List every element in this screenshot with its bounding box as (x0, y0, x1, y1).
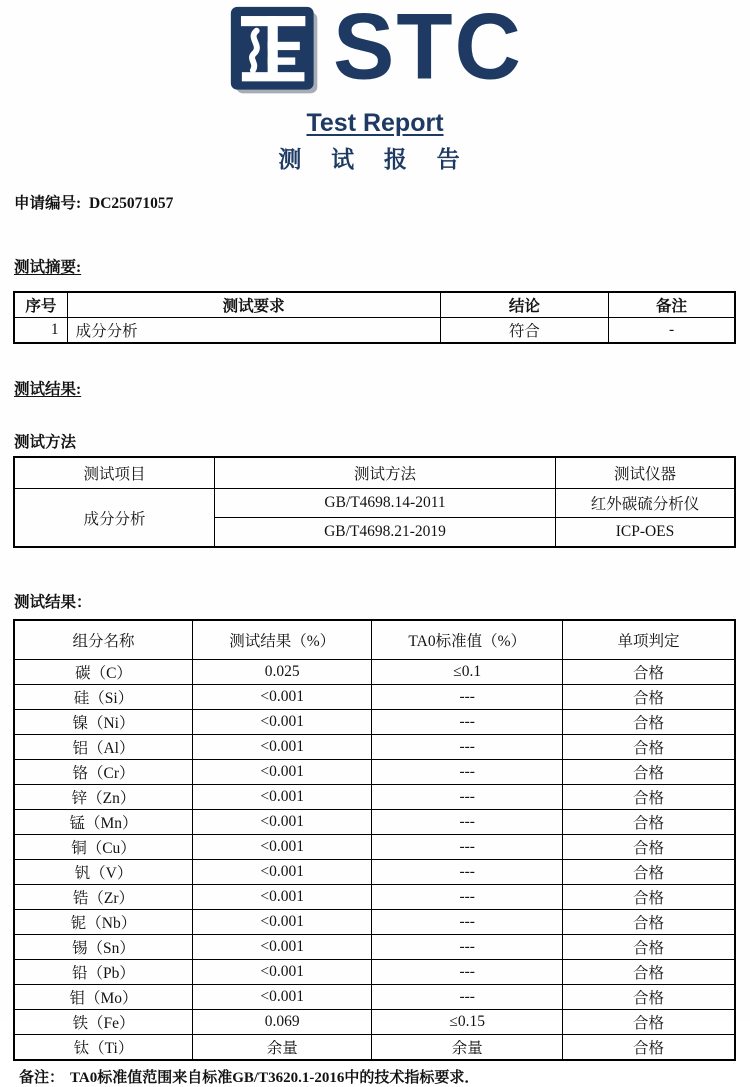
component-cell: 铅（Pb） (14, 960, 192, 985)
result-row-tin (14, 935, 735, 960)
report-title-en: Test Report (306, 109, 444, 137)
summary-cell-remark: - (609, 318, 735, 344)
result-table (13, 619, 736, 1061)
standard-cell: --- (372, 710, 563, 735)
result-row-silicon (14, 685, 735, 710)
result-row-copper (14, 835, 735, 860)
result-cell: <0.001 (192, 710, 371, 735)
judgement-cell: 合格 (562, 660, 735, 685)
method-cell-instrument: ICP-OES (555, 518, 735, 548)
result-cell: <0.001 (192, 785, 371, 810)
result-header-judgement: 单项判定 (562, 620, 735, 660)
standard-cell: --- (372, 685, 563, 710)
method-header-method: 测试方法 (215, 457, 556, 489)
summary-table (13, 291, 736, 344)
stc-logo-mark-icon (227, 5, 323, 97)
standard-cell: --- (372, 835, 563, 860)
standard-cell: --- (372, 960, 563, 985)
result-row-manganese (14, 810, 735, 835)
summary-cell-conclusion: 符合 (440, 318, 608, 344)
standard-cell: --- (372, 860, 563, 885)
component-cell: 铜（Cu） (14, 835, 192, 860)
result-cell: <0.001 (192, 835, 371, 860)
header-logo (0, 0, 750, 99)
method-heading: 测试方法 (14, 434, 77, 451)
method-header-item: 测试项目 (14, 457, 215, 489)
result-header-standard: TA0标准值（%） (372, 620, 563, 660)
standard-cell: --- (372, 735, 563, 760)
standard-cell: ≤0.1 (372, 660, 563, 685)
results2-heading: 测试结果： (14, 594, 92, 611)
judgement-cell: 合格 (562, 810, 735, 835)
result-cell: <0.001 (192, 735, 371, 760)
method-table-row (14, 489, 735, 518)
result-row-zirconium (14, 885, 735, 910)
standard-cell: --- (372, 935, 563, 960)
result-row-vanadium (14, 860, 735, 885)
summary-table-header-row (14, 292, 735, 318)
component-cell: 硅（Si） (14, 685, 192, 710)
component-cell: 镍（Ni） (14, 710, 192, 735)
judgement-cell: 合格 (562, 935, 735, 960)
result-cell: <0.001 (192, 935, 371, 960)
method-cell-instrument: 红外碳硫分析仪 (555, 489, 735, 518)
judgement-cell: 合格 (562, 1035, 735, 1061)
application-number-label: 申请编号: (14, 195, 82, 212)
judgement-cell: 合格 (562, 785, 735, 810)
judgement-cell: 合格 (562, 860, 735, 885)
method-header-instrument: 测试仪器 (555, 457, 735, 489)
component-cell: 钼（Mo） (14, 985, 192, 1010)
summary-header-req: 测试要求 (67, 292, 440, 318)
standard-cell: --- (372, 885, 563, 910)
result-row-zinc (14, 785, 735, 810)
standard-cell: --- (372, 810, 563, 835)
judgement-cell: 合格 (562, 960, 735, 985)
judgement-cell: 合格 (562, 910, 735, 935)
footnote-label: 备注： (19, 1070, 65, 1086)
footnote (19, 1066, 736, 1087)
component-cell: 锡（Sn） (14, 935, 192, 960)
judgement-cell: 合格 (562, 985, 735, 1010)
result-row-nickel (14, 710, 735, 735)
result-header-result: 测试结果（%） (192, 620, 371, 660)
component-cell: 铬（Cr） (14, 760, 192, 785)
component-cell: 碳（C） (14, 660, 192, 685)
application-number-value: DC25071057 (89, 195, 174, 212)
method-cell-item: 成分分析 (14, 489, 215, 548)
judgement-cell: 合格 (562, 760, 735, 785)
result-cell: 余量 (192, 1035, 371, 1061)
judgement-cell: 合格 (562, 710, 735, 735)
summary-header-rem: 备注 (609, 292, 735, 318)
result-row-molybdenum (14, 985, 735, 1010)
method-table (13, 456, 736, 548)
component-cell: 锆（Zr） (14, 885, 192, 910)
judgement-cell: 合格 (562, 735, 735, 760)
stc-brand-text: STC (333, 0, 523, 100)
result-cell: <0.001 (192, 960, 371, 985)
component-cell: 铌（Nb） (14, 910, 192, 935)
standard-cell: --- (372, 985, 563, 1010)
result-row-niobium (14, 910, 735, 935)
component-cell: 锰（Mn） (14, 810, 192, 835)
judgement-cell: 合格 (562, 835, 735, 860)
result-header-component: 组分名称 (14, 620, 192, 660)
result-table-header-row (14, 620, 735, 660)
application-number-line (14, 191, 736, 213)
component-cell: 锌（Zn） (14, 785, 192, 810)
summary-header-no: 序号 (14, 292, 67, 318)
standard-cell: --- (372, 760, 563, 785)
result-cell: <0.001 (192, 760, 371, 785)
result-row-carbon (14, 660, 735, 685)
summary-cell-requirement: 成分分析 (67, 318, 440, 344)
result-row-aluminium (14, 735, 735, 760)
footnote-text: TA0标准值范围来自标准GB/T3620.1-2016中的技术指标要求． (70, 1070, 480, 1086)
result-cell: <0.001 (192, 910, 371, 935)
result-cell: <0.001 (192, 860, 371, 885)
standard-cell: 余量 (372, 1035, 563, 1061)
result-cell: 0.069 (192, 1010, 371, 1035)
judgement-cell: 合格 (562, 1010, 735, 1035)
component-cell: 钒（V） (14, 860, 192, 885)
results-heading: 测试结果: (14, 381, 82, 398)
standard-cell: ≤0.15 (372, 1010, 563, 1035)
report-title-zh: 测 试 报 告 (278, 147, 472, 172)
summary-table-row (14, 318, 735, 344)
result-cell: <0.001 (192, 685, 371, 710)
component-cell: 钛（Ti） (14, 1035, 192, 1061)
result-cell: <0.001 (192, 985, 371, 1010)
result-row-titanium (14, 1035, 735, 1061)
component-cell: 铝（Al） (14, 735, 192, 760)
judgement-cell: 合格 (562, 685, 735, 710)
result-cell: 0.025 (192, 660, 371, 685)
standard-cell: --- (372, 910, 563, 935)
summary-cell-no: 1 (14, 318, 67, 344)
summary-header-con: 结论 (440, 292, 608, 318)
component-cell: 铁（Fe） (14, 1010, 192, 1035)
result-row-lead (14, 960, 735, 985)
method-table-header-row (14, 457, 735, 489)
method-cell-method: GB/T4698.14-2011 (215, 489, 556, 518)
result-cell: <0.001 (192, 810, 371, 835)
result-cell: <0.001 (192, 885, 371, 910)
judgement-cell: 合格 (562, 885, 735, 910)
standard-cell: --- (372, 785, 563, 810)
method-cell-method: GB/T4698.21-2019 (215, 518, 556, 548)
result-row-chromium (14, 760, 735, 785)
result-row-iron (14, 1010, 735, 1035)
summary-heading: 测试摘要: (14, 259, 82, 276)
